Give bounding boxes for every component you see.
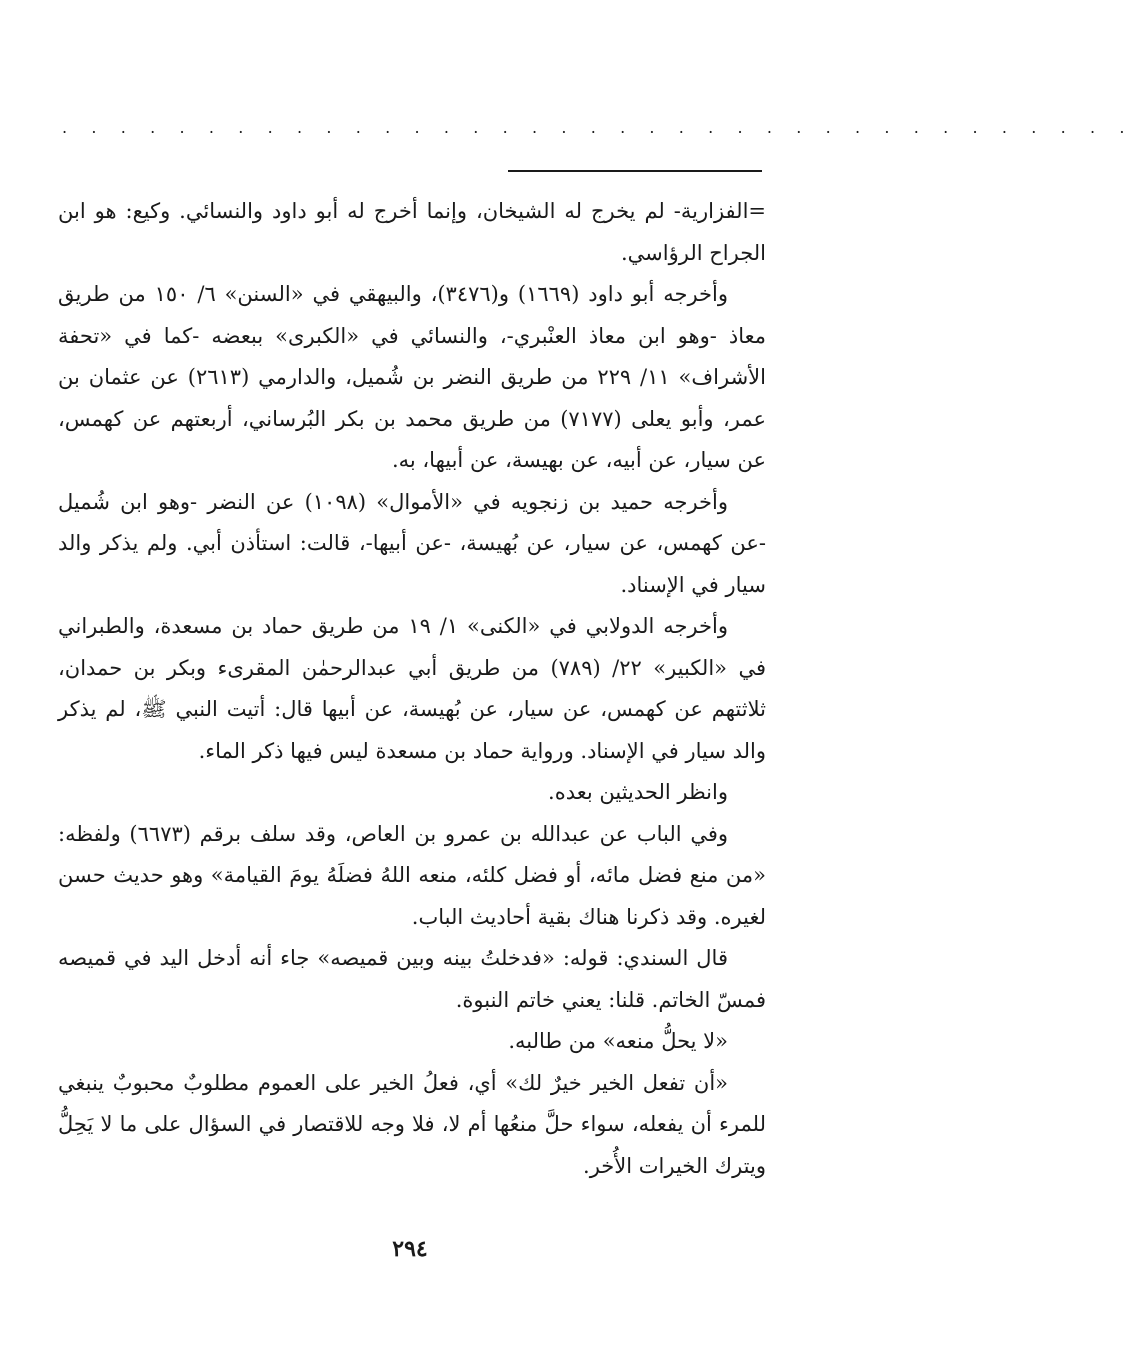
footnote-paragraph: وأخرجه أبو داود (١٦٦٩) و(٣٤٧٦)، والبيهقي في «السنن» ٦/ ١٥٠ من طريق معاذ -وهو ابن معاذ العنْبري-، والنسائي في «الكبرى» ببعضه -كما في «تحفة الأشراف» ١١/ ٢٢٩ من طريق النضر بن شُميل، والدارمي (٢٦١٣) عن عثمان بن عمر، وأبو يعلى (٧١٧٧) من طريق محمد بن بكر البُرساني، أربعتهم عن كهمس، عن سيار، عن أبيه، عن بهيسة، عن أبيها، به. [58, 282, 766, 472]
footnote-paragraph: «أن تفعل الخير خيرٌ لك» أي، فعلُ الخير على العموم مطلوبٌ محبوبٌ ينبغي للمرء أن يفعله، سواء حلَّ منعُها أم لا، فلا وجه للاقتصار في السؤال على ما لا يَحِلُّ ويترك الخيرات الأُخر. [58, 1070, 766, 1178]
footnote-paragraph: وأخرجه حميد بن زنجويه في «الأموال» (١٠٩٨) عن النضر -وهو ابن شُميل -عن كهمس، عن سيار، عن بُهيسة، -عن أبيها-، قالت: استأذن أبي. ولم يذكر والد سيار في الإسناد. [58, 489, 766, 597]
footnote-rule [508, 170, 762, 172]
page-number: ٢٩٤ [392, 1236, 428, 1262]
footnote-text [58, 191, 766, 1187]
footnote-paragraph: وأخرجه الدولابي في «الكنى» ١/ ١٩ من طريق حماد بن مسعدة، والطبراني في «الكبير» ٢٢/ (٧٨٩) من طريق أبي عبدالرحمٰن المقرىء وبكر بن حمدان، ثلاثتهم عن كهمس، عن سيار، عن بُهيسة، عن أبيها قال: أتيت النبي ﷺ، لم يذكر والد سيار في الإسناد. ورواية حماد بن مسعدة ليس فيها ذكر الماء. [58, 614, 766, 763]
footnote-paragraph: وفي الباب عن عبدالله بن عمرو بن العاص، وقد سلف برقم (٦٦٧٣) ولفظه: «من منع فضل مائه، أو فضل كلئه، منعه اللهُ فضلَهُ يومَ القيامة» وهو حديث حسن لغيره. وقد ذكرنا هناك بقية أحاديث الباب. [58, 821, 766, 929]
dotted-separator: . . . . . . . . . . . . . . . . . . . . . . . . . . . . . . . . . . . . . [62, 118, 1134, 137]
footnote-paragraph: =الفزارية- لم يخرج له الشيخان، وإنما أخرج له أبو داود والنسائي. وكيع: هو ابن الجراح الرؤاسي. [58, 199, 766, 265]
footnote-paragraph: «لا يحلُّ منعه» من طالبه. [508, 1029, 728, 1053]
footnote-paragraph: وانظر الحديثين بعده. [548, 780, 728, 804]
footnote-paragraph: قال السندي: قوله: «فدخلتُ بينه وبين قميصه» جاء أنه أدخل اليد في قميصه فمسّ الخاتم. قلنا: يعني خاتم النبوة. [58, 946, 766, 1012]
